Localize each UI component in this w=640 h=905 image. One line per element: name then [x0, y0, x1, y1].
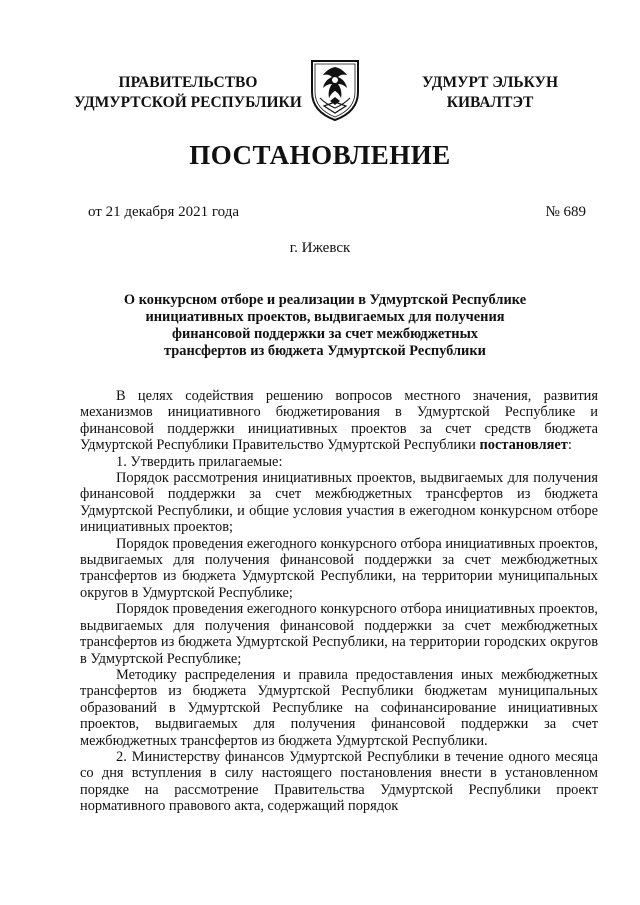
- body-intro-paragraph: [80, 388, 598, 454]
- subject-line2: инициативных проектов, выдвигаемых для получения: [145, 309, 505, 325]
- body-intro-verb: постановляет: [479, 437, 568, 454]
- document-number: № 689: [545, 204, 586, 220]
- government-name-line1: ПРАВИТЕЛЬСТВО: [118, 74, 258, 91]
- government-name-udmurt-line2: КИВАЛТЭТ: [446, 94, 534, 111]
- body-intro-colon: :: [567, 437, 572, 454]
- government-name-line2: УДМУРТСКОЙ РЕСПУБЛИКИ: [74, 94, 302, 111]
- body-paragraph-6: 2. Министерству финансов Удмуртской Республики в течение одного месяца со дня вступления в силу настоящего постановления внести в установленном порядке на рассмотрение Правительства Удмуртской Республики проект нормативного правового акта, содержащий порядок: [80, 748, 598, 815]
- document-title: ПОСТАНОВЛЕНИЕ: [189, 140, 451, 170]
- document-body: [80, 388, 598, 815]
- body-paragraph-5: Методику распределения и правила предоставления иных межбюджетных трансфертов из бюджета Удмуртской Республики бюджетам муниципальных образований в Удмуртской Республике на софинансирование инициативных проектов, выдвигаемых для получения финансовой поддержки за счет межбюджетных трансфертов из бюджета Удмуртской Республики.: [80, 666, 598, 749]
- government-name-russian: [58, 73, 318, 113]
- government-name-udmurt-line1: УДМУРТ ЭЛЬКУН: [421, 74, 559, 91]
- body-paragraph-3: Порядок проведения ежегодного конкурсного отбора инициативных проектов, выдвигаемых для получения финансовой поддержки за счет межбюджетных трансфертов из бюджета Удмуртской Республики, на территории муниципальных округов в Удмуртской Республике;: [80, 535, 598, 601]
- document-date: от 21 декабря 2021 года: [88, 204, 240, 220]
- subject-line4: трансфертов из бюджета Удмуртской Республики: [164, 343, 486, 359]
- document-subject: [110, 292, 540, 360]
- body-paragraph-2: Порядок рассмотрения инициативных проектов, выдвигаемых для получения финансовой поддержки за счет межбюджетных трансфертов из бюджета Удмуртской Республики, и общие условия участия в ежегодном конкурсном отборе инициативных проектов;: [80, 470, 598, 536]
- document-city: г. Ижевск: [289, 240, 351, 256]
- body-paragraph-1: 1. Утвердить прилагаемые:: [116, 453, 283, 470]
- subject-line3: финансовой поддержки за счет межбюджетных: [172, 326, 478, 342]
- coat-of-arms-emblem: [308, 58, 362, 122]
- body-paragraph-4: Порядок проведения ежегодного конкурсного отбора инициативных проектов, выдвигаемых для получения финансовой поддержки за счет межбюджетных трансфертов из бюджета Удмуртской Республики, на территории городских округов в Удмуртской Республике;: [80, 601, 598, 667]
- subject-line1: О конкурсном отборе и реализации в Удмуртской Республике: [123, 292, 527, 308]
- government-name-udmurt: [400, 73, 580, 113]
- body-intro-text: В целях содействия решению вопросов местного значения, развития механизмов инициативного бюджетирования в Удмуртской Республике и финансовой поддержки инициативных проектов за счет средств бюджета Удмуртской Республики Правительство Удмуртской Республики: [80, 388, 598, 454]
